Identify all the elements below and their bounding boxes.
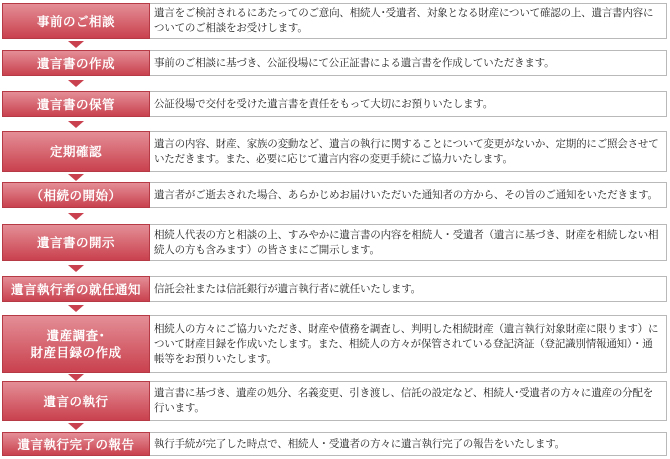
down-arrow-icon [68, 174, 84, 181]
step-label: 遺言執行完了の報告 [2, 432, 150, 456]
down-arrow-icon [68, 80, 84, 87]
step-label: 遺言書の開示 [2, 224, 150, 261]
step-description: 遺言をご検討されるにあたってのご意向、相続人･受遺者、対象となる財産について確認の上、遺言書内容についてのご相談をお受けします。 [150, 3, 667, 39]
down-arrow-icon [68, 213, 84, 220]
step-label: 遺言書の作成 [2, 50, 150, 76]
step-description: 遺言書に基づき、遺産の処分、名義変更、引き渡し、信託の設定など、相続人･受遺者の方々に遺産の分配を行います。 [150, 381, 667, 421]
step-description: 遺言の内容、財産、家族の変動など、遺言の執行に関することについて変更がないか、定期的にご照会させていただきます。また、必要に応じて遺言内容の変更手続にご協力いたします。 [150, 131, 667, 172]
step-label: （相続の開始） [2, 182, 150, 208]
step-label: 事前のご相談 [2, 3, 150, 39]
step-row [2, 381, 667, 421]
step-label: 遺産調査･ 財産目録の作成 [2, 315, 150, 373]
step-description: 遺言者がご逝去された場合、あらかじめお届けいただいた通知者の方から、その旨のご通知をいただきます。 [150, 182, 667, 208]
step-row [2, 432, 667, 456]
down-arrow-icon [68, 374, 84, 381]
down-arrow-icon [68, 423, 84, 430]
step-row [2, 182, 667, 208]
step-row [2, 50, 667, 76]
step-row [2, 276, 667, 302]
step-label: 遺言の執行 [2, 381, 150, 421]
step-row [2, 224, 667, 261]
down-arrow-icon [68, 41, 84, 48]
step-description: 公証役場で交付を受けた遺言書を責任をもって大切にお預りいたします。 [150, 91, 667, 117]
down-arrow-icon [68, 305, 84, 312]
step-label: 定期確認 [2, 131, 150, 172]
step-row [2, 315, 667, 373]
step-row [2, 3, 667, 39]
step-description: 信託会社または信託銀行が遺言執行者に就任いたします。 [150, 276, 667, 302]
down-arrow-icon [68, 265, 84, 272]
step-row [2, 91, 667, 117]
step-label: 遺言執行者の就任通知 [2, 276, 150, 302]
step-description: 相続人の方々にご協力いただき、財産や債務を調査し、判明した相続財産（遺言執行対象財産に限ります）について財産目録を作成いたします。また、相続人の方々が保管されている登記済証（登記識別情報通知）・通帳等をお預りいたします。 [150, 315, 667, 373]
step-description: 執行手続が完了した時点で、相続人・受遺者の方々に遺言執行完了の報告をいたします。 [150, 432, 667, 456]
down-arrow-icon [68, 121, 84, 128]
step-row [2, 131, 667, 172]
step-description: 事前のご相談に基づき、公証役場にて公正証書による遺言書を作成していただきます。 [150, 50, 667, 76]
step-label: 遺言書の保管 [2, 91, 150, 117]
step-description: 相続人代表の方と相談の上、すみやかに遺言書の内容を相続人・受遺者（遺言に基づき、財産を相続しない相続人の方も含みます）の皆さまにご開示します。 [150, 224, 667, 261]
